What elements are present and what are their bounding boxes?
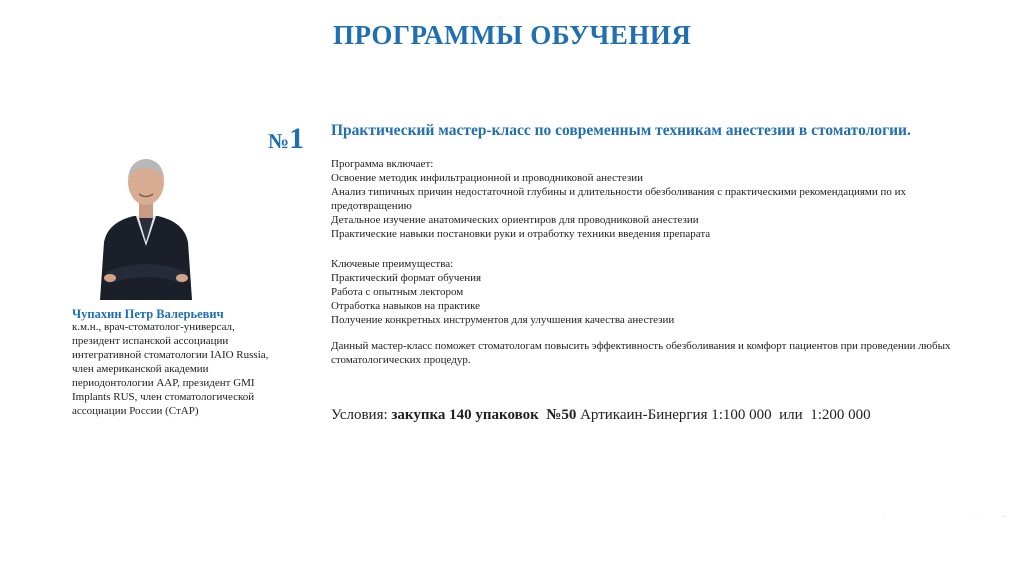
author-photo (96, 150, 196, 300)
decor-dot: ·· (1002, 514, 1006, 520)
author-bio: к.м.н., врач-стоматолог-универсал, президент испанской ассоциации интегративной стоматологии IAIO Russia, член американской академии периодонтологии AAP, президент GMI Implants RUS, член стоматологической ассоциации России (СтАР) (72, 321, 269, 417)
program-heading: Программа включает: (331, 158, 434, 170)
advantage-item: Отработка навыков на практике (331, 300, 481, 312)
decor-dot: · (884, 514, 886, 520)
advantage-item: Работа с опытным лектором (331, 286, 464, 298)
course-number-value: 1 (289, 122, 305, 155)
advantage-item: Получение конкретных инструментов для улучшения качества анестезии (331, 314, 675, 326)
course-number (268, 122, 304, 156)
advantage-item: Практический формат обучения (331, 272, 482, 284)
program-item: Детальное изучение анатомических ориентиров для проводниковой анестезии (331, 214, 699, 226)
program-item: Практические навыки постановки руки и отработку техники введения препарата (331, 228, 711, 240)
course-title: Практический мастер-класс по современным техникам анестезии в стоматологии. (331, 122, 911, 139)
page-title: ПРОГРАММЫ ОБУЧЕНИЯ (333, 20, 692, 50)
author-name: Чупахин Петр Валерьевич (72, 307, 224, 321)
course-number-sign: № (268, 129, 290, 153)
program-block (331, 157, 1011, 241)
summary-block (331, 339, 1011, 367)
conditions-rest: Артикаин-Бинергия 1:100 000 или 1:200 000 (580, 407, 871, 423)
advantages-block (331, 257, 1011, 327)
conditions-label: Условия: (331, 407, 388, 423)
conditions-bold: закупка 140 упаковок №50 (391, 407, 577, 423)
conditions (331, 407, 871, 424)
program-item: Анализ типичных причин недостаточной глубины и длительности обезболивания с практическими рекомендациями по их предотвращению (331, 186, 907, 212)
advantages-heading: Ключевые преимущества: (331, 258, 454, 270)
decor-dot: · (975, 514, 977, 520)
summary-text: Данный мастер-класс поможет стоматологам повысить эффективность обезболивания и комфорт пациентов при проведении любых стоматологических процедур. (331, 340, 951, 366)
program-item: Освоение методик инфильтрационной и проводниковой анестезии (331, 172, 644, 184)
